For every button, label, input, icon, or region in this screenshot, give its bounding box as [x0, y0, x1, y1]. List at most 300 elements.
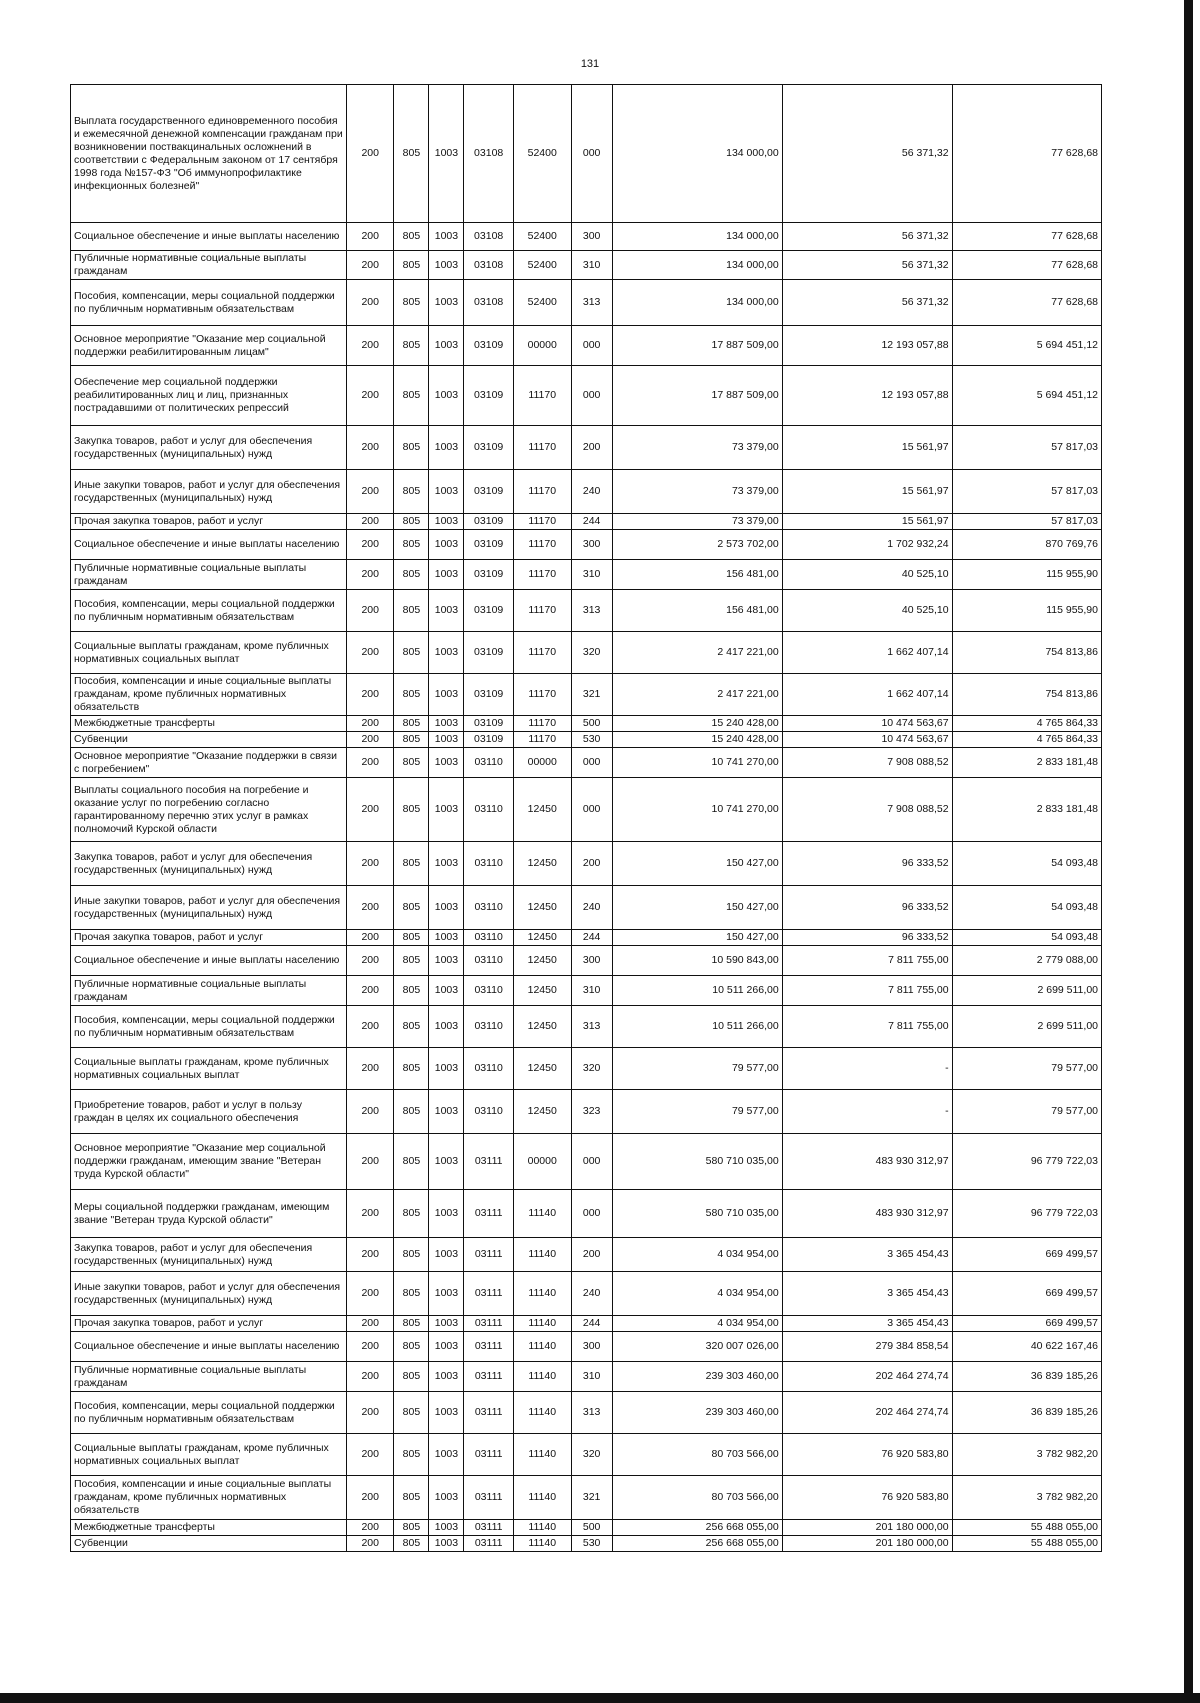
code-cell: 03109 — [464, 326, 513, 366]
code-cell: 805 — [394, 85, 429, 223]
code-cell: 805 — [394, 946, 429, 976]
table-row — [71, 1134, 1102, 1190]
code-cell: 200 — [347, 1272, 394, 1316]
code-cell: 805 — [394, 1434, 429, 1476]
amount-cell: - — [782, 1090, 952, 1134]
code-cell: 000 — [571, 85, 612, 223]
code-cell: 12450 — [513, 778, 571, 842]
amount-cell: 669 499,57 — [952, 1316, 1101, 1332]
code-cell: 805 — [394, 886, 429, 930]
amount-cell: 36 839 185,26 — [952, 1362, 1101, 1392]
code-cell: 200 — [347, 426, 394, 470]
row-name: Публичные нормативные социальные выплаты гражданам — [71, 1362, 347, 1392]
table-row — [71, 778, 1102, 842]
code-cell: 03109 — [464, 632, 513, 674]
amount-cell: 156 481,00 — [612, 560, 782, 590]
code-cell: 12450 — [513, 976, 571, 1006]
code-cell: 805 — [394, 976, 429, 1006]
code-cell: 03111 — [464, 1134, 513, 1190]
code-cell: 1003 — [429, 1520, 464, 1536]
code-cell: 200 — [347, 748, 394, 778]
code-cell: 200 — [347, 1134, 394, 1190]
amount-cell: 2 417 221,00 — [612, 632, 782, 674]
code-cell: 200 — [347, 1048, 394, 1090]
code-cell: 03108 — [464, 280, 513, 326]
amount-cell: 150 427,00 — [612, 842, 782, 886]
amount-cell: 256 668 055,00 — [612, 1536, 782, 1552]
code-cell: 1003 — [429, 1238, 464, 1272]
amount-cell: 10 511 266,00 — [612, 1006, 782, 1048]
row-name: Межбюджетные трансферты — [71, 716, 347, 732]
code-cell: 200 — [347, 1332, 394, 1362]
code-cell: 12450 — [513, 930, 571, 946]
code-cell: 11140 — [513, 1392, 571, 1434]
amount-cell: 4 034 954,00 — [612, 1316, 782, 1332]
amount-cell: 96 779 722,03 — [952, 1134, 1101, 1190]
code-cell: 805 — [394, 1238, 429, 1272]
code-cell: 313 — [571, 280, 612, 326]
code-cell: 1003 — [429, 1536, 464, 1552]
amount-cell: 7 811 755,00 — [782, 1006, 952, 1048]
amount-cell: 580 710 035,00 — [612, 1134, 782, 1190]
code-cell: 03110 — [464, 1048, 513, 1090]
code-cell: 200 — [347, 732, 394, 748]
row-name: Закупка товаров, работ и услуг для обеспечения государственных (муниципальных) нужд — [71, 1238, 347, 1272]
code-cell: 500 — [571, 716, 612, 732]
amount-cell: 2 779 088,00 — [952, 946, 1101, 976]
code-cell: 11140 — [513, 1316, 571, 1332]
code-cell: 03110 — [464, 886, 513, 930]
code-cell: 1003 — [429, 1392, 464, 1434]
code-cell: 000 — [571, 748, 612, 778]
row-name: Пособия, компенсации, меры социальной поддержки по публичным нормативным обязательствам — [71, 1006, 347, 1048]
code-cell: 00000 — [513, 1134, 571, 1190]
table-row — [71, 1520, 1102, 1536]
code-cell: 000 — [571, 366, 612, 426]
code-cell: 1003 — [429, 842, 464, 886]
table-row — [71, 1272, 1102, 1316]
amount-cell: 5 694 451,12 — [952, 326, 1101, 366]
code-cell: 03109 — [464, 470, 513, 514]
code-cell: 200 — [347, 1520, 394, 1536]
amount-cell: 2 699 511,00 — [952, 1006, 1101, 1048]
code-cell: 200 — [347, 280, 394, 326]
table-row — [71, 1238, 1102, 1272]
code-cell: 200 — [347, 530, 394, 560]
code-cell: 500 — [571, 1520, 612, 1536]
code-cell: 300 — [571, 1332, 612, 1362]
amount-cell: 57 817,03 — [952, 470, 1101, 514]
code-cell: 03109 — [464, 716, 513, 732]
code-cell: 200 — [347, 1238, 394, 1272]
code-cell: 1003 — [429, 1134, 464, 1190]
table-row — [71, 223, 1102, 251]
code-cell: 805 — [394, 1048, 429, 1090]
amount-cell: 73 379,00 — [612, 470, 782, 514]
table-row — [71, 280, 1102, 326]
code-cell: 320 — [571, 1048, 612, 1090]
table-row — [71, 1536, 1102, 1552]
amount-cell: 7 811 755,00 — [782, 976, 952, 1006]
amount-cell: 79 577,00 — [952, 1090, 1101, 1134]
code-cell: 12450 — [513, 886, 571, 930]
amount-cell: 96 333,52 — [782, 930, 952, 946]
amount-cell: 56 371,32 — [782, 223, 952, 251]
code-cell: 321 — [571, 1476, 612, 1520]
code-cell: 805 — [394, 1536, 429, 1552]
code-cell: 200 — [347, 976, 394, 1006]
code-cell: 03111 — [464, 1272, 513, 1316]
code-cell: 03109 — [464, 590, 513, 632]
row-name: Пособия, компенсации, меры социальной поддержки по публичным нормативным обязательствам — [71, 1392, 347, 1434]
amount-cell: 7 908 088,52 — [782, 778, 952, 842]
code-cell: 200 — [347, 632, 394, 674]
code-cell: 805 — [394, 930, 429, 946]
code-cell: 240 — [571, 886, 612, 930]
code-cell: 200 — [347, 251, 394, 280]
amount-cell: 4 765 864,33 — [952, 716, 1101, 732]
code-cell: 12450 — [513, 1048, 571, 1090]
amount-cell: 4 034 954,00 — [612, 1272, 782, 1316]
code-cell: 200 — [347, 1362, 394, 1392]
code-cell: 00000 — [513, 326, 571, 366]
code-cell: 12450 — [513, 946, 571, 976]
code-cell: 200 — [571, 842, 612, 886]
amount-cell: 55 488 055,00 — [952, 1520, 1101, 1536]
code-cell: 200 — [347, 674, 394, 716]
code-cell: 03110 — [464, 946, 513, 976]
code-cell: 03108 — [464, 251, 513, 280]
amount-cell: 3 782 982,20 — [952, 1476, 1101, 1520]
code-cell: 805 — [394, 470, 429, 514]
table-row — [71, 366, 1102, 426]
code-cell: 530 — [571, 732, 612, 748]
code-cell: 03111 — [464, 1362, 513, 1392]
amount-cell: 2 833 181,48 — [952, 778, 1101, 842]
code-cell: 200 — [347, 1536, 394, 1552]
page-number: 131 — [580, 58, 600, 70]
row-name: Иные закупки товаров, работ и услуг для обеспечения государственных (муниципальных) нужд — [71, 886, 347, 930]
code-cell: 11140 — [513, 1536, 571, 1552]
code-cell: 03108 — [464, 223, 513, 251]
amount-cell: 76 920 583,80 — [782, 1434, 952, 1476]
table-row — [71, 842, 1102, 886]
amount-cell: 239 303 460,00 — [612, 1392, 782, 1434]
amount-cell: 115 955,90 — [952, 560, 1101, 590]
amount-cell: 256 668 055,00 — [612, 1520, 782, 1536]
amount-cell: 96 333,52 — [782, 842, 952, 886]
code-cell: 200 — [347, 1090, 394, 1134]
code-cell: 11140 — [513, 1238, 571, 1272]
amount-cell: 10 474 563,67 — [782, 732, 952, 748]
code-cell: 805 — [394, 1190, 429, 1238]
code-cell: 805 — [394, 778, 429, 842]
amount-cell: 54 093,48 — [952, 842, 1101, 886]
row-name: Социальные выплаты гражданам, кроме публичных нормативных социальных выплат — [71, 632, 347, 674]
code-cell: 805 — [394, 366, 429, 426]
code-cell: 200 — [347, 470, 394, 514]
amount-cell: 156 481,00 — [612, 590, 782, 632]
amount-cell: 10 474 563,67 — [782, 716, 952, 732]
amount-cell: 134 000,00 — [612, 251, 782, 280]
table-row — [71, 560, 1102, 590]
code-cell: 200 — [347, 1434, 394, 1476]
code-cell: 200 — [347, 946, 394, 976]
code-cell: 000 — [571, 778, 612, 842]
table-row — [71, 1362, 1102, 1392]
code-cell: 200 — [347, 514, 394, 530]
amount-cell: 57 817,03 — [952, 426, 1101, 470]
amount-cell: 150 427,00 — [612, 930, 782, 946]
amount-cell: 134 000,00 — [612, 280, 782, 326]
code-cell: 03110 — [464, 778, 513, 842]
code-cell: 03110 — [464, 1006, 513, 1048]
amount-cell: - — [782, 1048, 952, 1090]
code-cell: 12450 — [513, 1006, 571, 1048]
code-cell: 03111 — [464, 1392, 513, 1434]
code-cell: 03109 — [464, 426, 513, 470]
row-name: Выплата государственного единовременного пособия и ежемесячной денежной компенсации гражданам при возникновении поствакцинальных осложнений в соответствии с Федеральным законом от 17 сентября 1998 года №157-ФЗ "Об иммунопрофилактике инфекционных болезней" — [71, 85, 347, 223]
code-cell: 805 — [394, 223, 429, 251]
row-name: Пособия, компенсации, меры социальной поддержки по публичным нормативным обязательствам — [71, 280, 347, 326]
code-cell: 300 — [571, 530, 612, 560]
table-row — [71, 716, 1102, 732]
amount-cell: 73 379,00 — [612, 426, 782, 470]
code-cell: 11140 — [513, 1476, 571, 1520]
table-row — [71, 886, 1102, 930]
code-cell: 300 — [571, 223, 612, 251]
amount-cell: 96 779 722,03 — [952, 1190, 1101, 1238]
code-cell: 11140 — [513, 1272, 571, 1316]
row-name: Социальное обеспечение и иные выплаты населению — [71, 223, 347, 251]
amount-cell: 320 007 026,00 — [612, 1332, 782, 1362]
amount-cell: 870 769,76 — [952, 530, 1101, 560]
amount-cell: 2 573 702,00 — [612, 530, 782, 560]
code-cell: 1003 — [429, 1006, 464, 1048]
code-cell: 52400 — [513, 85, 571, 223]
table-row — [71, 632, 1102, 674]
code-cell: 03111 — [464, 1238, 513, 1272]
code-cell: 805 — [394, 1272, 429, 1316]
amount-cell: 201 180 000,00 — [782, 1520, 952, 1536]
code-cell: 1003 — [429, 1476, 464, 1520]
row-name: Социальное обеспечение и иные выплаты населению — [71, 946, 347, 976]
code-cell: 11170 — [513, 514, 571, 530]
code-cell: 03111 — [464, 1316, 513, 1332]
table-row — [71, 1006, 1102, 1048]
table-row — [71, 1392, 1102, 1434]
row-name: Социальное обеспечение и иные выплаты населению — [71, 530, 347, 560]
amount-cell: 73 379,00 — [612, 514, 782, 530]
code-cell: 03111 — [464, 1520, 513, 1536]
code-cell: 1003 — [429, 223, 464, 251]
code-cell: 313 — [571, 1392, 612, 1434]
table-row — [71, 530, 1102, 560]
code-cell: 240 — [571, 1272, 612, 1316]
code-cell: 1003 — [429, 85, 464, 223]
amount-cell: 202 464 274,74 — [782, 1362, 952, 1392]
amount-cell: 79 577,00 — [612, 1048, 782, 1090]
table-row — [71, 251, 1102, 280]
code-cell: 1003 — [429, 251, 464, 280]
amount-cell: 2 699 511,00 — [952, 976, 1101, 1006]
code-cell: 1003 — [429, 1332, 464, 1362]
code-cell: 200 — [347, 930, 394, 946]
amount-cell: 56 371,32 — [782, 251, 952, 280]
amount-cell: 1 662 407,14 — [782, 632, 952, 674]
code-cell: 313 — [571, 590, 612, 632]
table-row — [71, 674, 1102, 716]
amount-cell: 754 813,86 — [952, 632, 1101, 674]
row-name: Социальные выплаты гражданам, кроме публичных нормативных социальных выплат — [71, 1434, 347, 1476]
code-cell: 11170 — [513, 470, 571, 514]
code-cell: 200 — [347, 366, 394, 426]
code-cell: 1003 — [429, 976, 464, 1006]
amount-cell: 80 703 566,00 — [612, 1434, 782, 1476]
code-cell: 200 — [347, 1316, 394, 1332]
row-name: Обеспечение мер социальной поддержки реабилитированных лиц и лиц, признанных пострадавшими от политических репрессий — [71, 366, 347, 426]
code-cell: 805 — [394, 590, 429, 632]
code-cell: 52400 — [513, 280, 571, 326]
code-cell: 1003 — [429, 560, 464, 590]
code-cell: 11170 — [513, 732, 571, 748]
code-cell: 805 — [394, 748, 429, 778]
amount-cell: 15 240 428,00 — [612, 716, 782, 732]
amount-cell: 54 093,48 — [952, 886, 1101, 930]
code-cell: 11170 — [513, 674, 571, 716]
amount-cell: 279 384 858,54 — [782, 1332, 952, 1362]
code-cell: 805 — [394, 1006, 429, 1048]
code-cell: 320 — [571, 1434, 612, 1476]
code-cell: 200 — [347, 1476, 394, 1520]
budget-table-body — [71, 85, 1102, 1552]
table-row — [71, 1048, 1102, 1090]
code-cell: 1003 — [429, 1272, 464, 1316]
table-row — [71, 1090, 1102, 1134]
code-cell: 320 — [571, 632, 612, 674]
amount-cell: 580 710 035,00 — [612, 1190, 782, 1238]
amount-cell: 77 628,68 — [952, 85, 1101, 223]
code-cell: 1003 — [429, 326, 464, 366]
code-cell: 805 — [394, 1090, 429, 1134]
code-cell: 03110 — [464, 976, 513, 1006]
code-cell: 1003 — [429, 674, 464, 716]
code-cell: 805 — [394, 716, 429, 732]
code-cell: 1003 — [429, 886, 464, 930]
row-name: Пособия, компенсации и иные социальные выплаты гражданам, кроме публичных нормативных обязательств — [71, 1476, 347, 1520]
table-row — [71, 976, 1102, 1006]
amount-cell: 7 908 088,52 — [782, 748, 952, 778]
code-cell: 11140 — [513, 1434, 571, 1476]
row-name: Субвенции — [71, 732, 347, 748]
code-cell: 805 — [394, 560, 429, 590]
amount-cell: 239 303 460,00 — [612, 1362, 782, 1392]
amount-cell: 40 525,10 — [782, 590, 952, 632]
code-cell: 313 — [571, 1006, 612, 1048]
code-cell: 1003 — [429, 946, 464, 976]
amount-cell: 150 427,00 — [612, 886, 782, 930]
table-row — [71, 1476, 1102, 1520]
code-cell: 03111 — [464, 1332, 513, 1362]
code-cell: 11140 — [513, 1362, 571, 1392]
code-cell: 03110 — [464, 1090, 513, 1134]
code-cell: 200 — [347, 560, 394, 590]
code-cell: 000 — [571, 326, 612, 366]
code-cell: 200 — [347, 886, 394, 930]
amount-cell: 10 741 270,00 — [612, 748, 782, 778]
code-cell: 1003 — [429, 590, 464, 632]
code-cell: 805 — [394, 1362, 429, 1392]
code-cell: 244 — [571, 514, 612, 530]
amount-cell: 57 817,03 — [952, 514, 1101, 530]
code-cell: 244 — [571, 930, 612, 946]
amount-cell: 55 488 055,00 — [952, 1536, 1101, 1552]
budget-table — [70, 84, 1102, 1552]
code-cell: 03111 — [464, 1536, 513, 1552]
amount-cell: 754 813,86 — [952, 674, 1101, 716]
amount-cell: 36 839 185,26 — [952, 1392, 1101, 1434]
amount-cell: 77 628,68 — [952, 251, 1101, 280]
amount-cell: 483 930 312,97 — [782, 1134, 952, 1190]
code-cell: 03110 — [464, 842, 513, 886]
amount-cell: 17 887 509,00 — [612, 366, 782, 426]
amount-cell: 10 741 270,00 — [612, 778, 782, 842]
amount-cell: 10 590 843,00 — [612, 946, 782, 976]
amount-cell: 15 561,97 — [782, 514, 952, 530]
table-row — [71, 1316, 1102, 1332]
table-row — [71, 470, 1102, 514]
amount-cell: 15 561,97 — [782, 426, 952, 470]
amount-cell: 15 240 428,00 — [612, 732, 782, 748]
amount-cell: 15 561,97 — [782, 470, 952, 514]
amount-cell: 76 920 583,80 — [782, 1476, 952, 1520]
code-cell: 805 — [394, 1332, 429, 1362]
code-cell: 805 — [394, 632, 429, 674]
row-name: Закупка товаров, работ и услуг для обеспечения государственных (муниципальных) нужд — [71, 426, 347, 470]
code-cell: 1003 — [429, 1362, 464, 1392]
table-row — [71, 946, 1102, 976]
row-name: Пособия, компенсации и иные социальные выплаты гражданам, кроме публичных нормативных обязательств — [71, 674, 347, 716]
code-cell: 310 — [571, 1362, 612, 1392]
code-cell: 805 — [394, 280, 429, 326]
code-cell: 1003 — [429, 426, 464, 470]
table-row — [71, 748, 1102, 778]
amount-cell: 56 371,32 — [782, 85, 952, 223]
code-cell: 200 — [347, 842, 394, 886]
code-cell: 52400 — [513, 223, 571, 251]
code-cell: 1003 — [429, 530, 464, 560]
amount-cell: 77 628,68 — [952, 280, 1101, 326]
code-cell: 03109 — [464, 674, 513, 716]
row-name: Выплаты социального пособия на погребение и оказание услуг по погребению согласно гарантированному перечню этих услуг в рамках полномочий Курской области — [71, 778, 347, 842]
code-cell: 1003 — [429, 1434, 464, 1476]
row-name: Основное мероприятие "Оказание мер социальной поддержки гражданам, имеющим звание "Ветеран труда Курской области" — [71, 1134, 347, 1190]
row-name: Межбюджетные трансферты — [71, 1520, 347, 1536]
scan-border-right — [1184, 0, 1193, 1703]
code-cell: 200 — [347, 326, 394, 366]
amount-cell: 4 034 954,00 — [612, 1238, 782, 1272]
code-cell: 03109 — [464, 560, 513, 590]
code-cell: 805 — [394, 326, 429, 366]
amount-cell: 134 000,00 — [612, 85, 782, 223]
amount-cell: 5 694 451,12 — [952, 366, 1101, 426]
code-cell: 03109 — [464, 530, 513, 560]
amount-cell: 202 464 274,74 — [782, 1392, 952, 1434]
code-cell: 03111 — [464, 1190, 513, 1238]
code-cell: 03109 — [464, 732, 513, 748]
row-name: Прочая закупка товаров, работ и услуг — [71, 930, 347, 946]
table-row — [71, 1434, 1102, 1476]
